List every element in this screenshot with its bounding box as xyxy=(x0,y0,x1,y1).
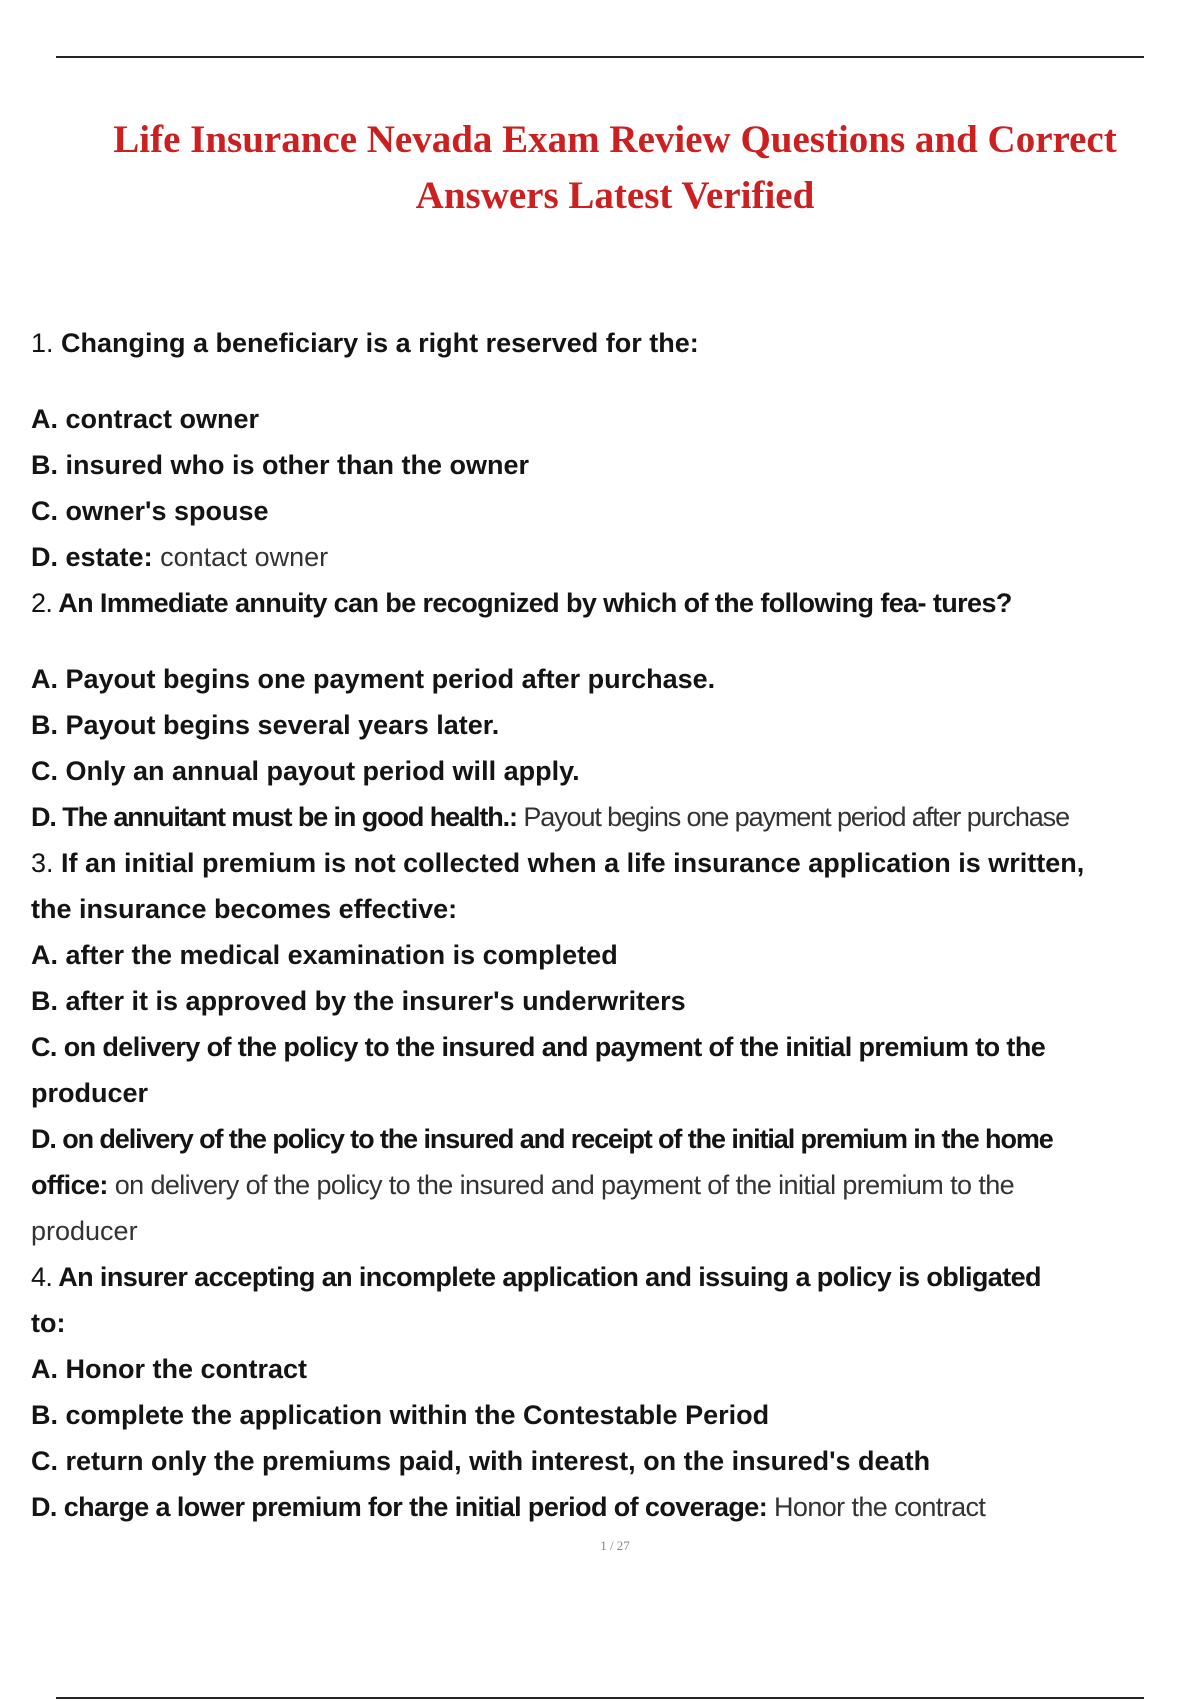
option-a xyxy=(31,396,1171,442)
answer-text: contact owner xyxy=(160,542,329,572)
question-2 xyxy=(31,580,1171,840)
option-b xyxy=(31,442,1171,488)
option-text: charge a lower premium for the initial period of coverage: xyxy=(63,1492,768,1522)
question-list xyxy=(31,320,1171,1530)
option-c xyxy=(31,1024,1171,1070)
option-d xyxy=(31,534,1171,580)
option-b xyxy=(31,702,1171,748)
option-text: after the medical examination is completed xyxy=(65,940,618,970)
option-letter: D. xyxy=(31,542,58,572)
option-text: owner's spouse xyxy=(65,496,269,526)
option-text: insured who is other than the owner xyxy=(65,450,530,480)
option-a xyxy=(31,1346,1171,1392)
title-line-2: Answers Latest Verified xyxy=(415,174,815,217)
answer-text: Payout begins one payment period after purchase xyxy=(523,802,1070,832)
title-line-1: Life Insurance Nevada Exam Review Questions and Correct xyxy=(113,118,1117,161)
option-text: return only the premiums paid, with interest, on the insured's death xyxy=(65,1446,931,1476)
question-text-continued: to: xyxy=(31,1308,66,1338)
document-title xyxy=(60,112,1170,224)
option-letter: D. xyxy=(31,1492,57,1522)
option-a xyxy=(31,656,1171,702)
question-text: If an initial premium is not collected when a life insurance application is written, xyxy=(61,848,1085,878)
footer-rule xyxy=(56,1697,1144,1699)
option-text: on delivery of the policy to the insured and receipt of the initial premium in the home xyxy=(62,1124,1053,1154)
header-rule xyxy=(56,56,1144,58)
option-text: on delivery of the policy to the insured and payment of the initial premium to the xyxy=(63,1032,1046,1062)
option-d xyxy=(31,1484,1171,1530)
option-letter: A. xyxy=(31,404,58,434)
question-number: 2. xyxy=(31,588,53,618)
option-text: Only an annual payout period will apply. xyxy=(65,756,580,786)
option-letter: C. xyxy=(31,1032,57,1062)
option-d-continued xyxy=(31,1162,1171,1208)
question-4 xyxy=(31,1254,1171,1530)
question-text: Changing a beneficiary is a right reserved for the: xyxy=(61,328,699,358)
option-b xyxy=(31,1392,1171,1438)
question-number: 1. xyxy=(31,328,54,358)
question-1 xyxy=(31,320,1171,580)
option-a xyxy=(31,932,1171,978)
option-text: office: xyxy=(31,1170,108,1200)
answer-text-continued: producer xyxy=(31,1216,138,1246)
option-text: The annuitant must be in good health.: xyxy=(62,802,517,832)
option-text: complete the application within the Contestable Period xyxy=(65,1400,770,1430)
option-letter: D. xyxy=(31,1124,56,1154)
option-text: Payout begins several years later. xyxy=(65,710,500,740)
question-text: An insurer accepting an incomplete application and issuing a policy is obligated xyxy=(58,1262,1041,1292)
option-c xyxy=(31,488,1171,534)
option-text: Payout begins one payment period after purchase. xyxy=(65,664,716,694)
option-c xyxy=(31,748,1171,794)
option-d xyxy=(31,1116,1171,1162)
question-number: 4. xyxy=(31,1262,53,1292)
option-letter: B. xyxy=(31,710,58,740)
question-text: An Immediate annuity can be recognized by which of the following fea- tures? xyxy=(58,588,1012,618)
page-indicator: 1 / 27 xyxy=(600,1538,630,1553)
answer-text: Honor the contract xyxy=(774,1492,986,1522)
question-number: 3. xyxy=(31,848,54,878)
option-letter: A. xyxy=(31,940,58,970)
option-c-continued: producer xyxy=(31,1078,149,1108)
option-text: after it is approved by the insurer's underwriters xyxy=(65,986,686,1016)
option-letter: D. xyxy=(31,802,56,832)
option-letter: B. xyxy=(31,986,58,1016)
option-letter: A. xyxy=(31,664,58,694)
option-text: contract owner xyxy=(65,404,260,434)
question-3 xyxy=(31,840,1171,1254)
question-text-continued: the insurance becomes effective: xyxy=(31,894,458,924)
answer-text: on delivery of the policy to the insured and payment of the initial premium to the xyxy=(114,1170,1015,1200)
option-c xyxy=(31,1438,1171,1484)
option-letter: B. xyxy=(31,450,58,480)
option-text: Honor the contract xyxy=(65,1354,308,1384)
option-b xyxy=(31,978,1171,1024)
option-letter: C. xyxy=(31,496,58,526)
option-letter: A. xyxy=(31,1354,58,1384)
option-text: estate: xyxy=(65,542,153,572)
option-d xyxy=(31,794,1171,840)
option-letter: C. xyxy=(31,756,58,786)
option-letter: C. xyxy=(31,1446,58,1476)
option-letter: B. xyxy=(31,1400,58,1430)
